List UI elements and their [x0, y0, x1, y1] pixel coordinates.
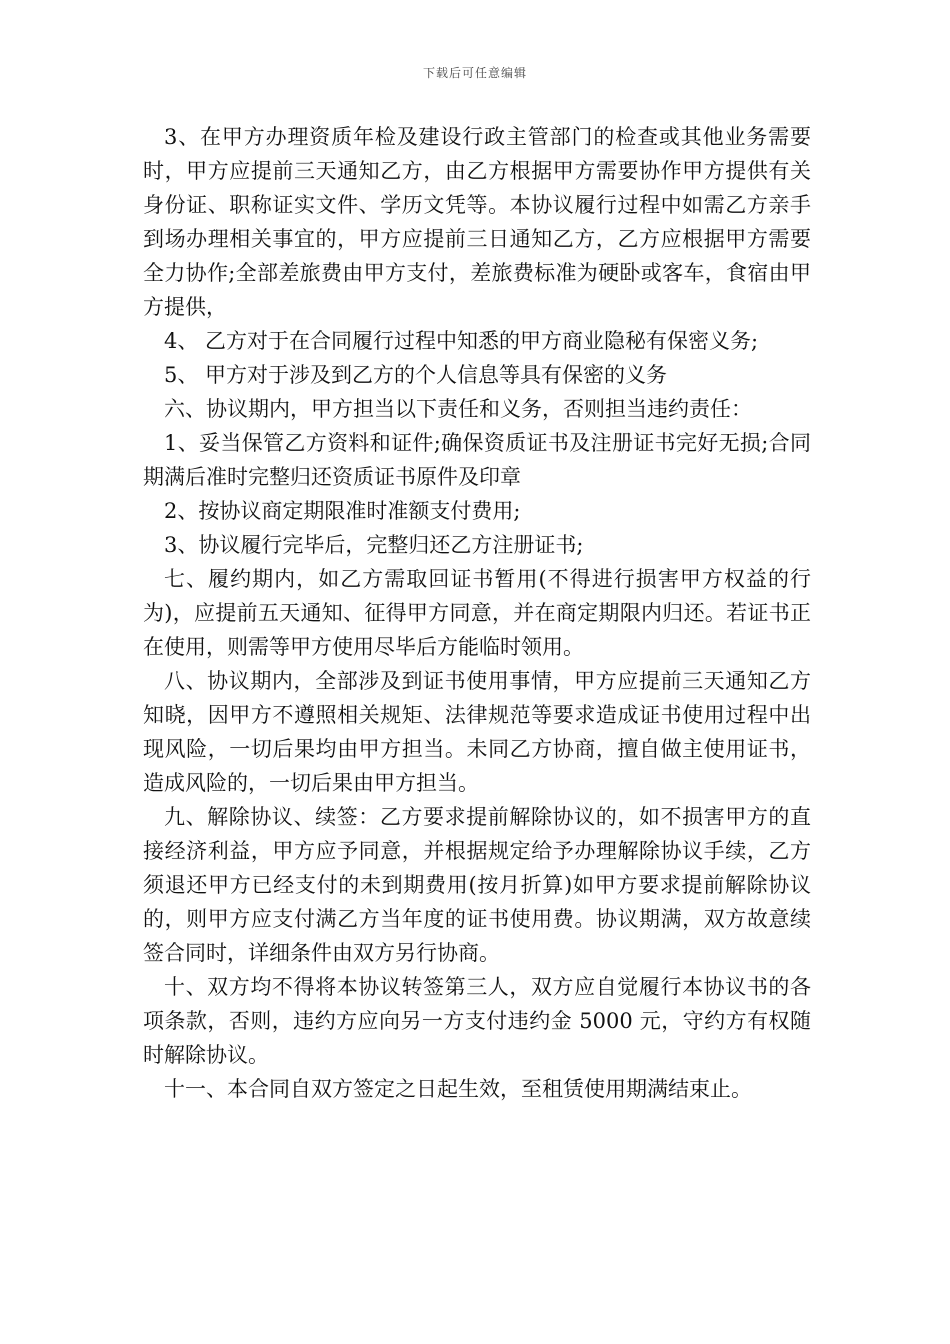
section-paragraph: 八、协议期内，全部涉及到证书使用事情，甲方应提前三天通知乙方知晓，因甲方不遵照相关规矩、法律规范等要求造成证书使用过程中出现风险，一切后果均由甲方担当。未同乙方协商，擅自做主使用证书，造成风险的，一切后果由甲方担当。: [143, 669, 811, 795]
clause-paragraph: 4、 乙方对于在合同履行过程中知悉的甲方商业隐秘有保密义务;: [164, 329, 759, 353]
clause-paragraph: 2、按协议商定期限准时准额支付费用;: [164, 499, 521, 523]
section-paragraph: 九、解除协议、续签：乙方要求提前解除协议的，如不损害甲方的直接经济利益，甲方应予同意，并根据规定给予办理解除协议手续，乙方须退还甲方已经支付的未到期费用(按月折算)如甲方要求提前解除协议的，则甲方应支付满乙方当年度的证书使用费。协议期满，双方故意续签合同时，详细条件由双方另行协商。: [143, 805, 811, 965]
section-paragraph: 十一、本合同自双方签定之日起生效，至租赁使用期满结束止。: [164, 1077, 752, 1101]
section-paragraph: 十、双方均不得将本协议转签第三人，双方应自觉履行本协议书的各项条款，否则，违约方应向另一方支付违约金 5000 元，守约方有权随时解除协议。: [143, 975, 811, 1067]
document-body: [143, 120, 811, 1106]
clause-paragraph: 1、妥当保管乙方资料和证件;确保资质证书及注册证书完好无损;合同期满后准时完整归还资质证书原件及印章: [143, 431, 811, 489]
clause-paragraph: 3、协议履行完毕后，完整归还乙方注册证书;: [164, 533, 584, 557]
page-header-note: 下载后可任意编辑: [422, 66, 527, 80]
section-paragraph: 七、履约期内，如乙方需取回证书暂用(不得进行损害甲方权益的行为)，应提前五天通知、征得甲方同意，并在商定期限内归还。若证书正在使用，则需等甲方使用尽毕后方能临时领用。: [143, 567, 811, 659]
clause-paragraph: 5、 甲方对于涉及到乙方的个人信息等具有保密的义务: [164, 363, 668, 387]
section-heading-paragraph: 六、协议期内，甲方担当以下责任和义务，否则担当违约责任：: [164, 397, 752, 421]
clause-paragraph: 3、在甲方办理资质年检及建设行政主管部门的检查或其他业务需要时，甲方应提前三天通知乙方，由乙方根据甲方需要协作甲方提供有关身份证、职称证实文件、学历文凭等。本协议履行过程中如需乙方亲手到场办理相关事宜的，甲方应提前三日通知乙方，乙方应根据甲方需要全力协作;全部差旅费由甲方支付，差旅费标准为硬卧或客车，食宿由甲方提供，: [143, 125, 811, 319]
